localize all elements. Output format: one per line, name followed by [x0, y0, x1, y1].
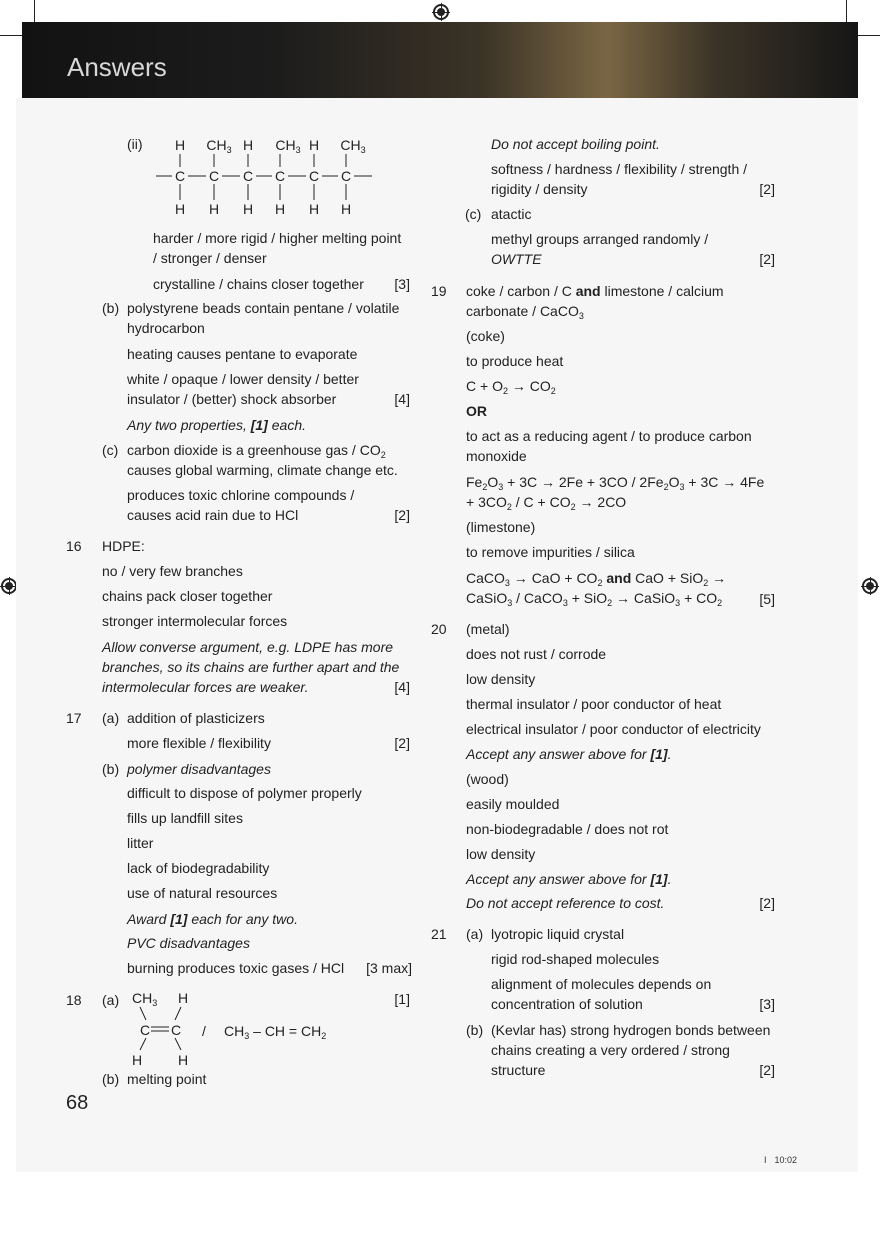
answer-line: (limestone) [466, 519, 536, 535]
marking-note: Allow converse argument, e.g. LDPE has more [102, 639, 394, 655]
atom-bottom: H [242, 201, 254, 217]
mark-allocation: [2] [759, 181, 775, 197]
mark-allocation: [4] [394, 391, 410, 407]
answer-line: non-biodegradable / does not rot [466, 821, 669, 837]
answer-line: lack of biodegradability [127, 860, 270, 876]
mark-allocation: [3] [394, 276, 410, 292]
atom-label: C [140, 1022, 151, 1038]
atom-bottom: H [308, 201, 320, 217]
part-label: (c) [465, 206, 482, 222]
part-label: (c) [102, 442, 119, 458]
crop-mark [34, 0, 35, 22]
atom-top: H [308, 137, 320, 153]
answer-line: HDPE: [102, 538, 145, 554]
mark-allocation: [2] [394, 735, 410, 751]
answer-line: OWTTE [491, 251, 542, 267]
atom-carbon: C [274, 168, 286, 184]
answer-line: chains pack closer together [102, 588, 273, 604]
question-number: 18 [66, 992, 82, 1008]
marking-note: Accept any answer above for [1]. [466, 871, 672, 887]
part-label: (b) [102, 761, 120, 777]
answer-line: (metal) [466, 621, 510, 637]
mark-allocation: [5] [759, 591, 775, 607]
mark-allocation: [2] [394, 507, 410, 523]
part-label: (ii) [127, 136, 143, 152]
answer-line: $CH_3$ – CH = $CH_2$ [224, 1023, 327, 1041]
registration-mark-icon [1, 578, 17, 594]
equation: + $3CO_2 / C + CO_2 \to 2CO$ [466, 494, 627, 512]
answer-line: does not rust / corrode [466, 646, 607, 662]
atom-carbon: C [340, 168, 352, 184]
atom-label: H [178, 1052, 189, 1066]
answer-line: melting point [127, 1071, 207, 1087]
mark-allocation: [4] [394, 679, 410, 695]
answer-line: carbon dioxide is a greenhouse gas / $CO_2$ [127, 442, 386, 460]
atom-top: H [174, 137, 186, 153]
answer-line: easily moulded [466, 796, 560, 812]
answer-line: produces toxic chlorine compounds / [127, 487, 355, 503]
atom-bottom: H [274, 201, 286, 217]
atom-label: H [178, 990, 189, 1006]
mark-allocation: [2] [759, 895, 775, 911]
marking-note: intermolecular forces are weaker. [102, 679, 309, 695]
answer-line: crystalline / chains closer together [153, 276, 364, 292]
mark-allocation: [1] [394, 991, 410, 1007]
answer-line: PVC disadvantages [127, 935, 250, 951]
question-number: 16 [66, 538, 82, 554]
answer-line: methyl groups arranged randomly / [491, 231, 709, 247]
mark-allocation: [3 max] [366, 960, 412, 976]
answer-line: structure [491, 1062, 546, 1078]
part-label: (a) [102, 710, 120, 726]
registration-mark-icon [433, 4, 449, 20]
question-number: 21 [431, 926, 447, 942]
answer-line: electrical insulator / poor conductor of electricity [466, 721, 761, 737]
marking-note: Do not accept boiling point. [491, 136, 660, 152]
answer-line: chains creating a very ordered / strong [491, 1042, 730, 1058]
mark-allocation: [3] [759, 996, 775, 1012]
answer-line: concentration of solution [491, 996, 643, 1012]
atom-top: $CH_3$ [340, 137, 366, 155]
mark-allocation: [2] [759, 251, 775, 267]
polymer-structure [150, 135, 390, 225]
page-number: 68 [66, 1092, 89, 1114]
equation: $Fe_2O_3 + 3C \to 2Fe + 3CO / 2Fe_2O_3 + 3C \to 4Fe$ [466, 474, 765, 492]
answer-line: atactic [491, 206, 532, 222]
alternative-separator: / [202, 1023, 206, 1039]
marking-note: branches, so its chains are further apart and the [102, 659, 400, 675]
marking-note: Award [1] each for any two. [127, 911, 298, 927]
answer-line: softness / hardness / flexibility / strength / [491, 161, 748, 177]
answer-line: monoxide [466, 448, 527, 464]
answer-line: polymer disadvantages [127, 761, 271, 777]
answer-line: use of natural resources [127, 885, 278, 901]
question-number: 19 [431, 283, 447, 299]
marking-note: Any two properties, [1] each. [127, 417, 306, 433]
answer-line: more flexible / flexibility [127, 735, 271, 751]
answer-line: lyotropic liquid crystal [491, 926, 625, 942]
part-label: (b) [466, 1022, 484, 1038]
registration-mark-icon [862, 578, 878, 594]
answer-line: to act as a reducing agent / to produce carbon [466, 428, 752, 444]
page-title: Answers [67, 52, 167, 82]
question-number: 17 [66, 710, 82, 726]
atom-bottom: H [340, 201, 352, 217]
or-separator: OR [466, 403, 487, 419]
answer-line: no / very few branches [102, 563, 243, 579]
answer-line: causes global warming, climate change etc. [127, 462, 398, 478]
part-label: (b) [102, 300, 120, 316]
answer-line: / stronger / denser [153, 250, 267, 266]
answer-line: low density [466, 846, 536, 862]
answer-line: low density [466, 671, 536, 687]
answer-line: harder / more rigid / higher melting point [153, 230, 402, 246]
answer-line: rigid rod-shaped molecules [491, 951, 660, 967]
answer-line: thermal insulator / poor conductor of heat [466, 696, 722, 712]
part-label: (a) [466, 926, 484, 942]
atom-carbon: C [174, 168, 186, 184]
part-label: (b) [102, 1071, 120, 1087]
answer-line: stronger intermolecular forces [102, 613, 288, 629]
answer-line: to remove impurities / silica [466, 544, 635, 560]
answer-line: rigidity / density [491, 181, 588, 197]
answer-line: carbonate / CaCO$_3$ [466, 303, 584, 321]
atom-bottom: H [174, 201, 186, 217]
answer-line: alignment of molecules depends on [491, 976, 712, 992]
answer-line: heating causes pentane to evaporate [127, 346, 358, 362]
answer-line: white / opaque / lower density / better [127, 371, 359, 387]
atom-carbon: C [208, 168, 220, 184]
marking-note: Do not accept reference to cost. [466, 895, 665, 911]
part-label: (a) [102, 992, 120, 1008]
mark-allocation: [2] [759, 1062, 775, 1078]
atom-top: $CH_3$ [275, 137, 301, 155]
answer-line: (coke) [466, 328, 505, 344]
propene-structure [126, 986, 206, 1066]
print-footer: I 10:02 [764, 1155, 798, 1165]
atom-top: $CH_3$ [206, 137, 232, 155]
answer-line: burning produces toxic gases / HCl [127, 960, 345, 976]
crop-mark [846, 0, 847, 22]
answer-line: polystyrene beads contain pentane / volatile [127, 300, 400, 316]
answer-line: litter [127, 835, 154, 851]
atom-carbon: C [308, 168, 320, 184]
marking-note: Accept any answer above for [1]. [466, 746, 672, 762]
answer-line: (Kevlar has) strong hydrogen bonds between [491, 1022, 771, 1038]
atom-label: H [132, 1052, 143, 1066]
answer-line: difficult to dispose of polymer properly [127, 785, 362, 801]
answer-line: to produce heat [466, 353, 564, 369]
answer-line: addition of plasticizers [127, 710, 265, 726]
answer-line: coke / carbon / C and limestone / calcium [466, 283, 724, 299]
answer-line: hydrocarbon [127, 320, 205, 336]
answer-line: fills up landfill sites [127, 810, 243, 826]
crop-mark [0, 35, 22, 36]
equation: $C + O_2 \to CO_2$ [466, 378, 556, 396]
atom-label: C [171, 1022, 182, 1038]
question-number: 20 [431, 621, 447, 637]
equation: CaCO$_3$ → CaO + $CO_2$ and CaO + SiO$_2$ → [466, 570, 727, 588]
atom-top: H [242, 137, 254, 153]
equation: CaSiO$_3$ / CaCO$_3$ + SiO$_2$ → CaSiO$_3$ + $CO_2$ [466, 590, 723, 608]
answer-line: insulator / (better) shock absorber [127, 391, 337, 407]
atom-carbon: C [242, 168, 254, 184]
crop-mark [858, 35, 880, 36]
answer-line: (wood) [466, 771, 509, 787]
answer-line: causes acid rain due to HCl [127, 507, 299, 523]
header-banner [22, 22, 858, 98]
atom-bottom: H [208, 201, 220, 217]
atom-label: $CH_3$ [132, 990, 158, 1008]
